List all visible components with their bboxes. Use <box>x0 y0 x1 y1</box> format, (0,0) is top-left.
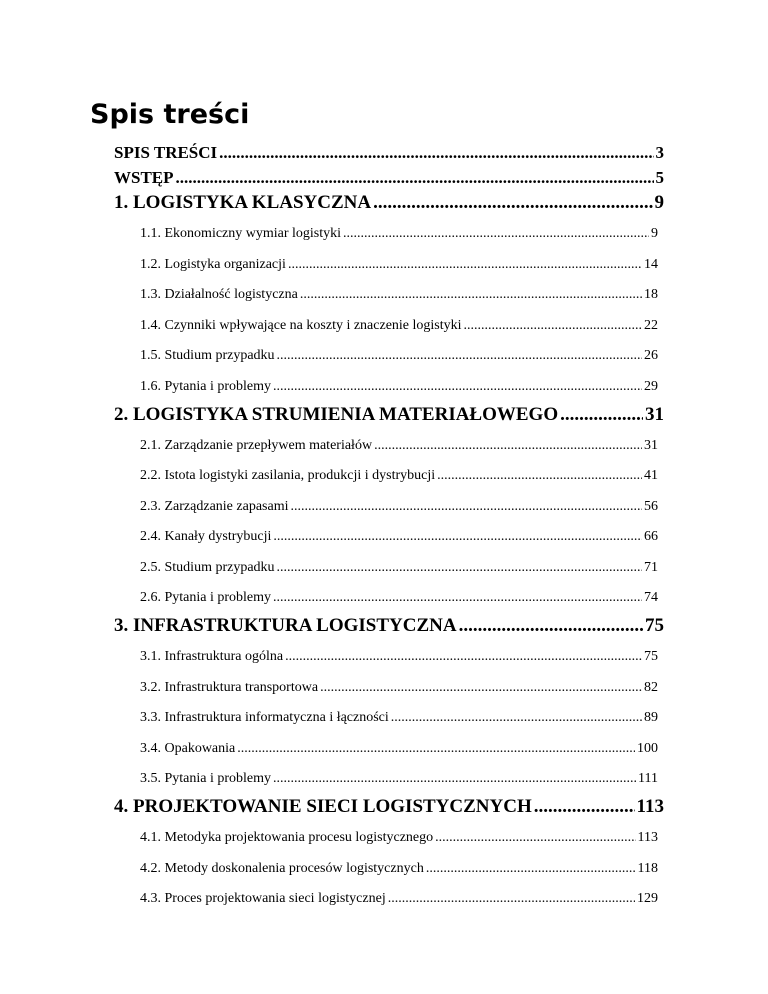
toc-section-entry[interactable] <box>140 828 658 848</box>
toc-page-number: 74 <box>644 590 658 605</box>
toc-dot-leader <box>273 377 642 397</box>
toc-dot-leader <box>437 466 642 486</box>
toc-page-number: 82 <box>644 679 658 695</box>
toc-dot-leader <box>176 166 654 190</box>
toc-page-number: 22 <box>644 317 658 333</box>
toc-entry-title: 1.6. Pytania i problemy <box>140 378 272 394</box>
toc-entry-title: 3. INFRASTRUKTURA LOGISTYCZNA <box>114 615 457 636</box>
toc-entry-title: WSTĘP <box>114 168 174 187</box>
toc-chapter-entry[interactable] <box>114 191 664 215</box>
toc-dot-leader <box>534 795 635 819</box>
toc-entry-title: 2.5. Studium przypadku <box>140 559 275 575</box>
toc-section-entry[interactable] <box>140 859 658 879</box>
toc-dot-leader <box>290 497 642 517</box>
toc-page-number: 89 <box>644 710 658 725</box>
toc-section-entry[interactable] <box>140 527 658 547</box>
toc-section-entry[interactable] <box>140 769 658 789</box>
toc-entry-title: 3.2. Infrastruktura transportowa <box>140 679 319 695</box>
toc-page-number: 9 <box>654 192 664 213</box>
toc-entry-title: 1.2. Logistyka organizacji <box>140 256 286 272</box>
toc-entry-title: 3.4. Opakowania <box>140 740 236 756</box>
toc-page-number: 118 <box>637 860 658 876</box>
toc-entry-title: 1.5. Studium przypadku <box>140 348 275 363</box>
toc-dot-leader <box>464 316 642 336</box>
toc-entry-title: 2. LOGISTYKA STRUMIENIA MATERIAŁOWEGO <box>114 403 559 425</box>
toc-dot-leader <box>237 739 635 759</box>
toc-dot-leader <box>273 527 642 547</box>
toc-dot-leader <box>277 558 642 578</box>
toc-page-number: 3 <box>655 143 664 162</box>
toc-dot-leader <box>426 859 636 879</box>
toc-entry-title: 2.6. Pytania i problemy <box>140 590 272 605</box>
toc-chapter-entry[interactable] <box>114 141 664 165</box>
toc-page-number: 26 <box>644 348 658 363</box>
toc-dot-leader <box>388 889 635 909</box>
toc-page-number: 100 <box>637 740 658 756</box>
toc-entry-title: SPIS TREŚCI <box>114 143 218 162</box>
toc-section-entry[interactable] <box>140 255 658 275</box>
toc-section-entry[interactable] <box>140 224 658 244</box>
toc-page-number: 29 <box>644 378 658 394</box>
toc-page-number: 113 <box>637 830 658 845</box>
toc-entry-title: 1. LOGISTYKA KLASYCZNA <box>114 192 372 213</box>
page-title: Spis treści <box>90 99 250 130</box>
toc-entry-title: 1.4. Czynniki wpływające na koszty i znaczenie logistyki <box>140 317 462 333</box>
toc-page-number: 111 <box>638 771 658 786</box>
toc-section-entry[interactable] <box>140 346 658 366</box>
toc-section-entry[interactable] <box>140 889 658 909</box>
toc-entry-title: 4.2. Metody doskonalenia procesów logistycznych <box>140 860 424 876</box>
toc-page-number: 56 <box>644 498 658 514</box>
toc-section-entry[interactable] <box>140 558 658 578</box>
toc-page-number: 113 <box>636 796 664 817</box>
toc-chapter-entry[interactable] <box>114 166 664 190</box>
toc-dot-leader <box>391 708 642 728</box>
toc-page-number: 75 <box>645 615 664 636</box>
toc-page-number: 129 <box>637 891 658 906</box>
toc-section-entry[interactable] <box>140 466 658 486</box>
toc-page-number: 41 <box>644 468 658 483</box>
toc-page-number: 75 <box>644 649 658 664</box>
toc-entry-title: 1.3. Działalność logistyczna <box>140 287 298 302</box>
toc-dot-leader <box>320 678 642 698</box>
toc-page-number: 66 <box>644 529 658 544</box>
toc-dot-leader <box>343 224 649 244</box>
toc-section-entry[interactable] <box>140 647 658 667</box>
toc-dot-leader <box>277 346 642 366</box>
toc-dot-leader <box>459 614 643 638</box>
toc-section-entry[interactable] <box>140 316 658 336</box>
toc-page-number: 18 <box>644 287 658 302</box>
toc-entry-title: 3.1. Infrastruktura ogólna <box>140 649 284 664</box>
toc-dot-leader <box>288 255 642 275</box>
toc-dot-leader <box>435 828 635 848</box>
toc-entry-title: 2.3. Zarządzanie zapasami <box>140 498 289 514</box>
toc-entry-title: 4. PROJEKTOWANIE SIECI LOGISTYCZNYCH <box>114 796 532 817</box>
toc-entry-title: 2.4. Kanały dystrybucji <box>140 529 272 544</box>
toc-section-entry[interactable] <box>140 678 658 698</box>
toc-entry-title: 3.3. Infrastruktura informatyczna i łączności <box>140 710 389 725</box>
toc-section-entry[interactable] <box>140 436 658 456</box>
toc-page-number: 31 <box>644 437 658 453</box>
toc-dot-leader <box>373 191 652 215</box>
toc-page-number: 14 <box>644 256 658 272</box>
toc-dot-leader <box>300 285 642 305</box>
toc-section-entry[interactable] <box>140 708 658 728</box>
toc-dot-leader <box>560 403 643 427</box>
toc-page-number: 71 <box>644 559 658 575</box>
toc-page-number: 31 <box>645 403 664 425</box>
toc-entry-title: 4.3. Proces projektowania sieci logistycznej <box>140 891 386 906</box>
toc-chapter-entry[interactable] <box>114 403 664 427</box>
toc-page-number: 5 <box>655 168 664 187</box>
toc-chapter-entry[interactable] <box>114 614 664 638</box>
toc-dot-leader <box>273 588 642 608</box>
toc-dot-leader <box>273 769 636 789</box>
toc-section-entry[interactable] <box>140 285 658 305</box>
toc-section-entry[interactable] <box>140 739 658 759</box>
toc-entry-title: 4.1. Metodyka projektowania procesu logistycznego <box>140 830 434 845</box>
toc-section-entry[interactable] <box>140 588 658 608</box>
toc-page-number: 9 <box>651 226 658 241</box>
toc-dot-leader <box>285 647 642 667</box>
toc-section-entry[interactable] <box>140 497 658 517</box>
toc-dot-leader <box>219 141 653 165</box>
toc-entry-title: 2.1. Zarządzanie przepływem materiałów <box>140 437 373 453</box>
toc-entry-title: 3.5. Pytania i problemy <box>140 771 272 786</box>
toc-chapter-entry[interactable] <box>114 795 664 819</box>
toc-entry-title: 1.1. Ekonomiczny wymiar logistyki <box>140 226 342 241</box>
toc-entry-title: 2.2. Istota logistyki zasilania, produkcji i dystrybucji <box>140 468 436 483</box>
toc-section-entry[interactable] <box>140 377 658 397</box>
toc-dot-leader <box>374 436 642 456</box>
